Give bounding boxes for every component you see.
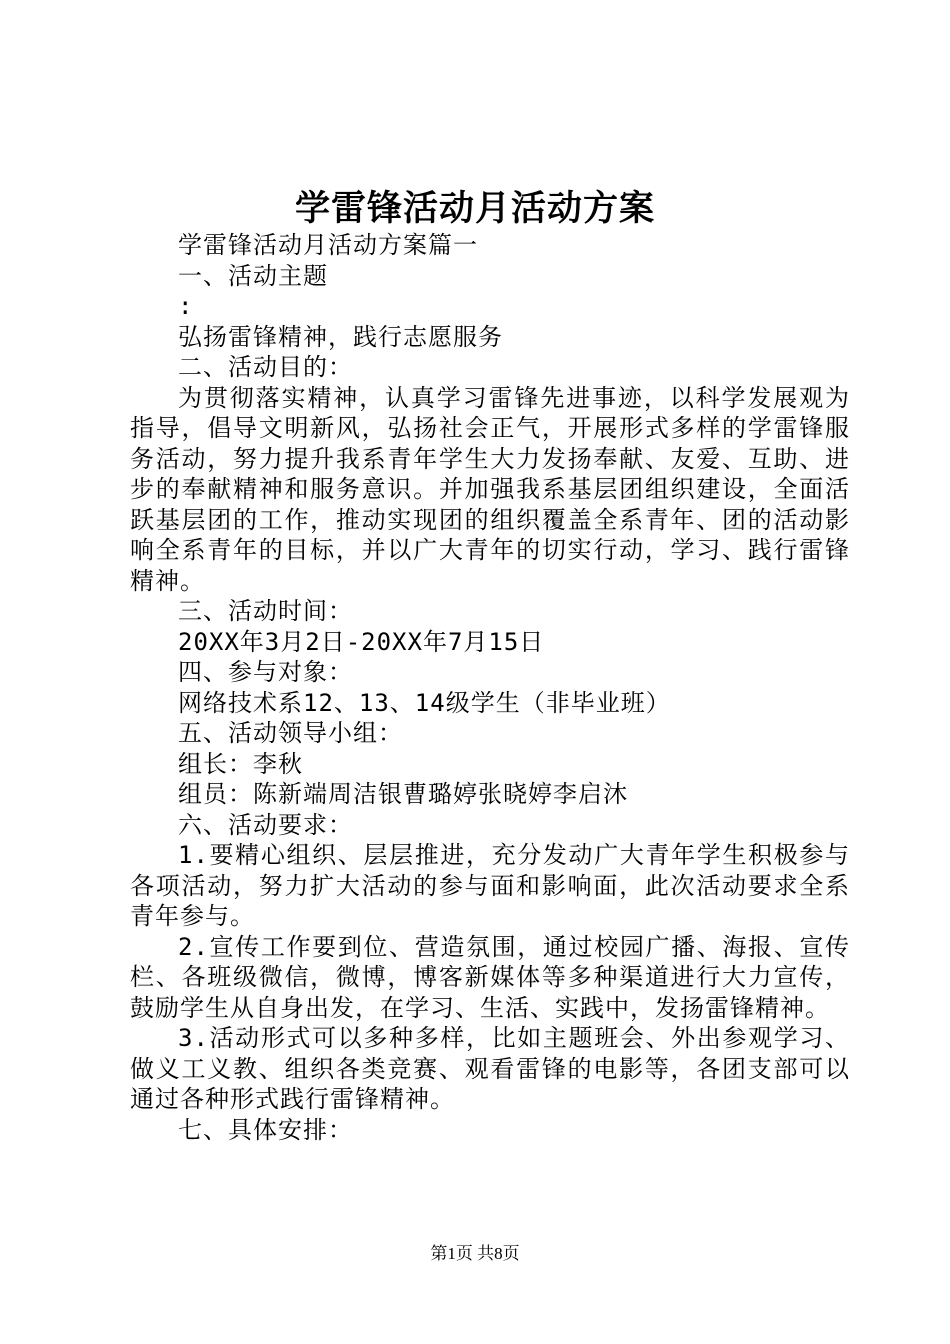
subtitle-line: 学雷锋活动月活动方案篇一 <box>178 231 478 259</box>
theme-text: 弘扬雷锋精神，践行志愿服务 <box>178 322 503 351</box>
colon-line: : <box>178 292 194 320</box>
page-number-footer: 第1页 共8页 <box>430 1244 520 1263</box>
requirement-1-paragraph: 1.要精心组织、层层推进，充分发动广大青年学生积极参与各项活动，努力扩大活动的参与面和影响面，此次活动要求全系青年参与。 <box>130 841 850 930</box>
section-heading-purpose: 二、活动目的： <box>178 353 353 381</box>
section-heading-leadership: 五、活动领导小组： <box>178 719 403 747</box>
members-text: 组员：陈新端周洁银曹璐婷张晓婷李启沐 <box>178 780 628 808</box>
requirement-3-paragraph: 3.活动形式可以多种多样，比如主题班会、外出参观学习、做义工义教、组织各类竞赛、观看雷锋的电影等，各团支部可以通过各种形式践行雷锋精神。 <box>130 1024 850 1113</box>
document-body <box>130 214 850 1145</box>
section-heading-participants: 四、参与对象： <box>178 658 353 686</box>
participants-text: 网络技术系12、13、14级学生（非毕业班） <box>178 688 671 717</box>
requirement-2-paragraph: 2.宣传工作要到位、营造氛围，通过校园广播、海报、宣传栏、各班级微信，微博，博客新媒体等多种渠道进行大力宣传，鼓励学生从自身出发，在学习、生活、实践中，发扬雷锋精神。 <box>130 932 850 1022</box>
leader-text: 组长：李秋 <box>178 749 303 778</box>
section-heading-theme: 一、活动主题 <box>178 261 328 290</box>
section-heading-schedule: 七、具体安排： <box>178 1115 353 1144</box>
document-title: 学雷锋活动月活动方案 <box>294 188 655 229</box>
section-heading-time: 三、活动时间： <box>178 597 353 625</box>
time-text: 20XX年3月2日-20XX年7月15日 <box>178 627 545 656</box>
section-heading-requirements: 六、活动要求： <box>178 810 353 839</box>
purpose-paragraph: 为贯彻落实精神，认真学习雷锋先进事迹，以科学发展观为指导，倡导文明新风，弘扬社会正气，开展形式多样的学雷锋服务活动，努力提升我系青年学生大力发扬奉献、友爱、互助、进步的奉献精神和服务意识。并加强我系基层团组织建设，全面活跃基层团的工作，推动实现团的组织覆盖全系青年、团的活动影响全系青年的目标，并以广大青年的切实行动，学习、践行雷锋精神。 <box>130 383 850 595</box>
